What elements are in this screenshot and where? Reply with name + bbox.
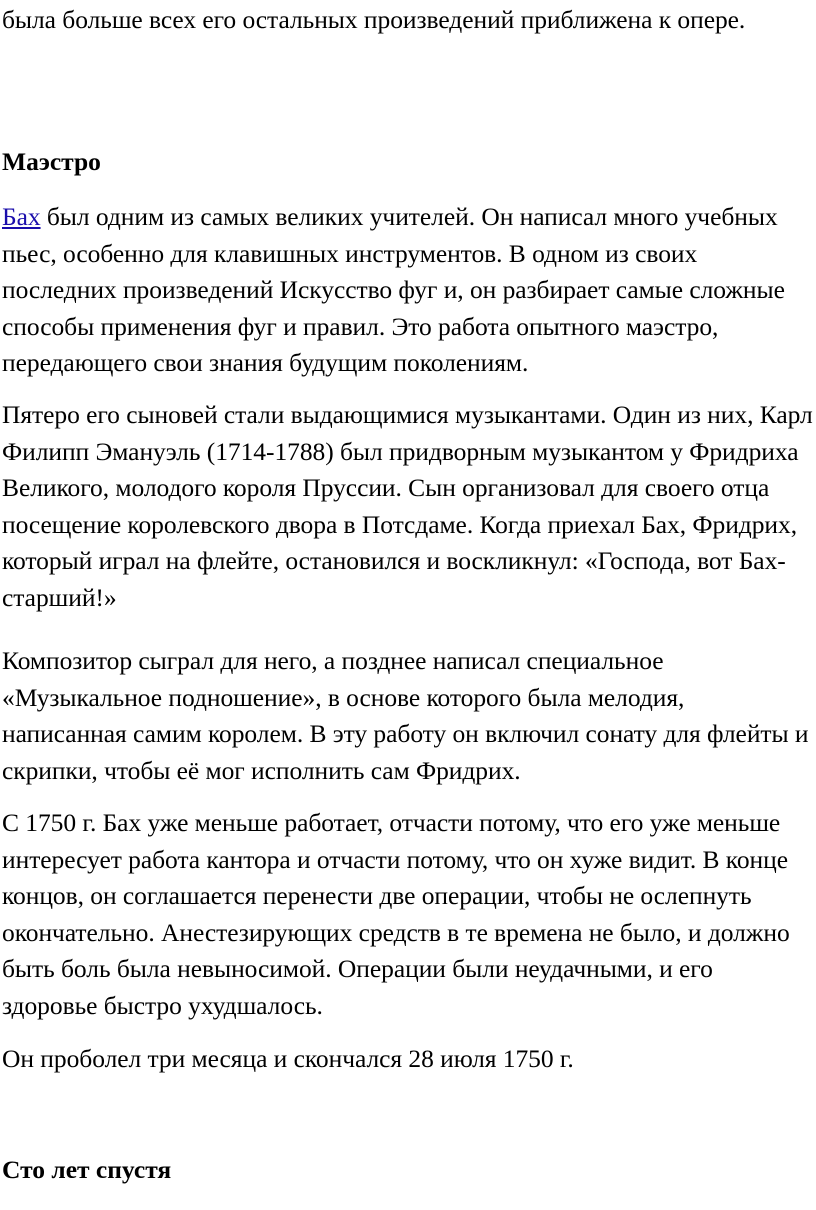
paragraph-sons: Пятеро его сыновей стали выдающимися музыкантами. Один из них, Карл Филипп Эмануэль (1714-1788) был придворным музыкантом у Фридриха Великого, молодого короля Пруссии. Сын организовал для своего отца посещение королевского двора в Потсдаме. Когда приехал Бах, Фридрих, который играл на флейте, остановился и воскликнул: «Господа, вот Бах-старший!» [2,400,813,612]
paragraph-bach-teacher [2,199,814,382]
bach-link[interactable]: Бах [2,202,41,231]
paragraph-bach-teacher-text: был одним из самых великих учителей. Он написал много учебных пьес, особенно для клавишных инструментов. В одном из своих последних произведений Искусство фуг и, он разбирает самые сложные способы применения фуг и правил. Это работа опытного маэстро, передающего свои знания будущим поколениям. [2,202,785,377]
section-heading-century-later: Сто лет спустя [2,1155,172,1184]
paragraph-death: Он проболел три месяца и скончался 28 июля 1750 г. [2,1044,574,1073]
section-heading-maestro: Маэстро [2,147,101,176]
paragraph-illness: С 1750 г. Бах уже меньше работает, отчасти потому, что его уже меньше интересует работа кантора и отчасти потому, что он хуже видит. В конце концов, он соглашается перенести две операции, чтобы не ослепнуть окончательно. Анестезирующих средств в те времена не было, и должно быть боль была невыносимой. Операции были неудачными, и его здоровье быстро ухудшалось. [2,808,790,1020]
paragraph-musical-offering: Композитор сыграл для него, а позднее написал специальное «Музыкальное подношение», в основе которого была мелодия, написанная самим королем. В эту работу он включил сонату для флейты и скрипки, чтобы её мог исполнить сам Фридрих. [2,646,809,785]
intro-paragraph: была больше всех его остальных произведений приближена к опере. [2,5,746,34]
